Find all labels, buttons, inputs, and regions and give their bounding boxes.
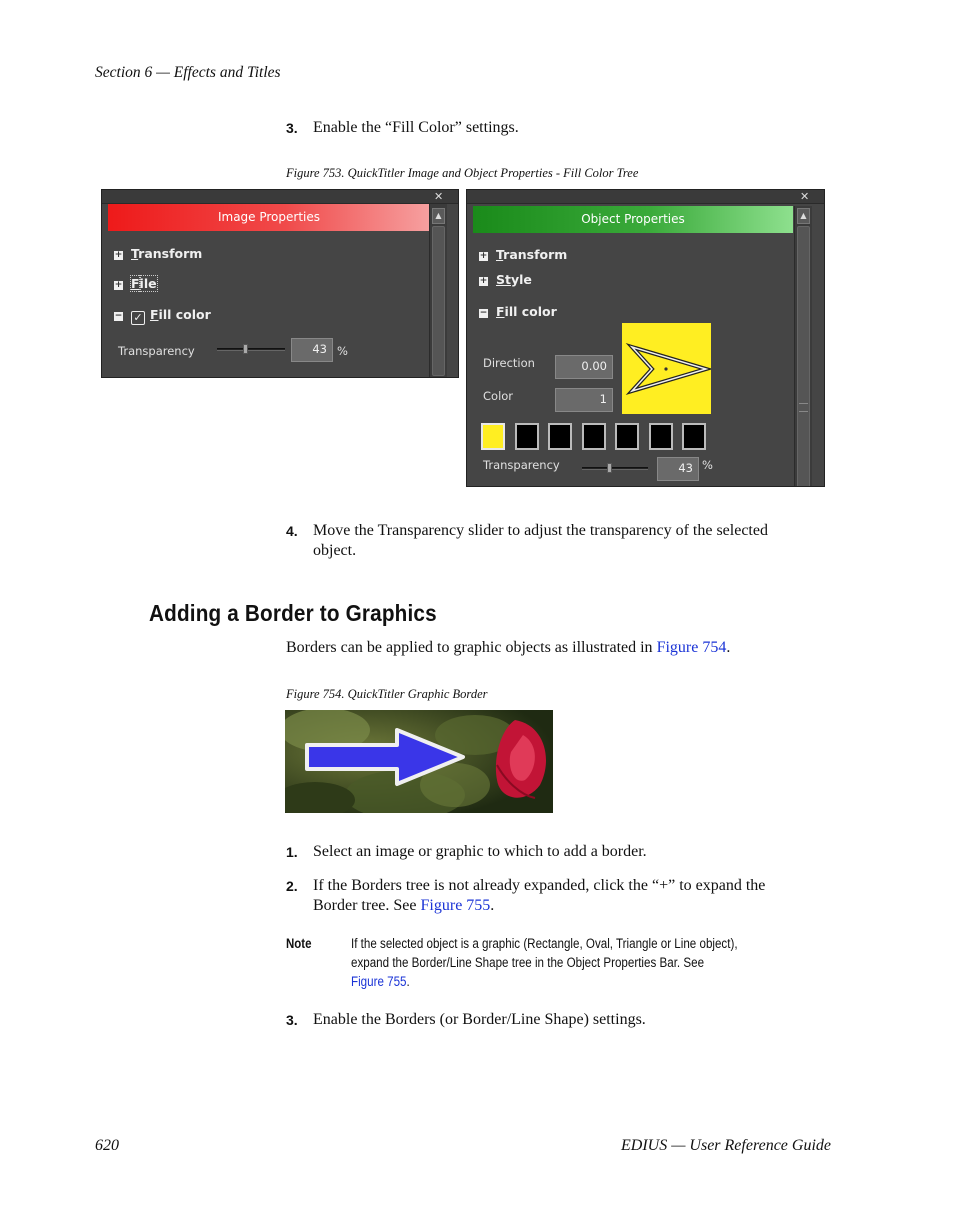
figure-755-link[interactable]: Figure 755 xyxy=(420,897,491,914)
page-number: 620 xyxy=(95,1137,119,1154)
color-swatch-6[interactable] xyxy=(649,423,673,450)
step-3-enable-borders xyxy=(286,1010,846,1030)
transparency-label: Transparency xyxy=(118,344,195,358)
vertical-scrollbar[interactable] xyxy=(429,204,447,378)
figure-753-caption: Figure 753. QuickTitler Image and Object Properties - Fill Color Tree xyxy=(286,166,639,180)
step-number: 3. xyxy=(286,120,298,136)
close-icon[interactable]: ✕ xyxy=(800,190,810,203)
step-text-line-2: object. xyxy=(313,542,357,559)
running-head: Section 6 — Effects and Titles xyxy=(95,64,281,81)
expand-icon[interactable]: + xyxy=(114,280,123,290)
note-text: If the selected object is a graphic (Rectangle, Oval, Triangle or Line object), expand the Border/Line Shape tree in the Object Properties Bar. See Figure 755. xyxy=(351,936,738,989)
note-label: Note xyxy=(286,935,312,951)
step-number: 1. xyxy=(286,844,298,860)
expand-icon[interactable]: + xyxy=(479,276,488,286)
direction-arrow-icon xyxy=(622,323,711,414)
color-swatch-5[interactable] xyxy=(615,423,639,450)
tree-item-fill-color[interactable]: − ✓ Fill color xyxy=(114,307,211,324)
tree-item-style[interactable]: + Style xyxy=(479,272,532,287)
fill-direction-preview[interactable] xyxy=(622,323,711,414)
figure-755-link[interactable]: Figure 755 xyxy=(351,974,407,989)
tree-item-transform[interactable]: + Transform xyxy=(114,246,203,261)
transparency-value-field[interactable]: 43 xyxy=(657,457,699,481)
color-swatch-2[interactable] xyxy=(515,423,539,450)
transparency-value-field[interactable]: 43 xyxy=(291,338,333,362)
checkbox-checked-icon[interactable]: ✓ xyxy=(131,311,145,325)
panel-header: Object Properties xyxy=(473,206,793,233)
step-number: 3. xyxy=(286,1012,298,1028)
tree-item-transform[interactable]: + Transform xyxy=(479,247,568,262)
border-step-2 xyxy=(286,876,846,918)
expand-icon[interactable]: + xyxy=(479,251,488,261)
direction-value-field[interactable]: 0.00 xyxy=(555,355,613,379)
object-properties-panel xyxy=(466,189,825,487)
image-properties-panel xyxy=(101,189,459,378)
tree-item-file[interactable]: + File xyxy=(114,276,157,291)
transparency-slider[interactable] xyxy=(582,467,648,470)
step-3-enable-fill-color xyxy=(286,118,846,138)
step-4-move-slider xyxy=(286,521,846,563)
step-text-line-1: Select an image or graphic to which to add a border. xyxy=(313,843,647,860)
tree-item-fill-color[interactable]: − Fill color xyxy=(479,304,557,319)
color-swatch-7[interactable] xyxy=(682,423,706,450)
transparency-label: Transparency xyxy=(483,458,560,472)
panel-title-strip xyxy=(467,190,824,204)
transparency-slider[interactable] xyxy=(217,348,285,351)
collapse-icon[interactable]: − xyxy=(479,308,488,318)
color-swatch-3[interactable] xyxy=(548,423,572,450)
direction-label: Direction xyxy=(483,356,535,370)
step-text: Enable the Borders (or Border/Line Shape) settings. xyxy=(313,1011,646,1028)
figure-754-link[interactable]: Figure 754 xyxy=(656,639,727,656)
panel-header: Image Properties xyxy=(108,204,430,231)
section-heading: Adding a Border to Graphics xyxy=(149,600,437,626)
step-number: 2. xyxy=(286,878,298,894)
vertical-scrollbar[interactable] xyxy=(794,206,812,487)
color-label: Color xyxy=(483,389,514,403)
expand-icon[interactable]: + xyxy=(114,250,123,260)
scroll-thumb[interactable] xyxy=(432,226,445,376)
scroll-up-arrow-icon[interactable]: ▲ xyxy=(797,208,810,224)
panel-title-strip xyxy=(102,190,458,204)
intro-paragraph: Borders can be applied to graphic objects as illustrated in Figure 754. xyxy=(286,639,731,656)
step-text-line-1: If the Borders tree is not already expanded, click the “+” to expand the xyxy=(313,877,766,894)
color-swatch-4[interactable] xyxy=(582,423,606,450)
footer-title: EDIUS — User Reference Guide xyxy=(620,1137,831,1154)
scroll-up-arrow-icon[interactable]: ▲ xyxy=(432,208,445,224)
step-text-line-1: Move the Transparency slider to adjust the transparency of the selected xyxy=(313,522,768,539)
close-icon[interactable]: ✕ xyxy=(434,190,444,203)
figure-754-caption: Figure 754. QuickTitler Graphic Border xyxy=(286,687,488,701)
transparency-slider-thumb[interactable] xyxy=(243,344,248,354)
color-swatch-1[interactable] xyxy=(481,423,505,450)
percent-label: % xyxy=(702,458,713,472)
scroll-grip-icon xyxy=(799,403,808,412)
transparency-slider-thumb[interactable] xyxy=(607,463,612,473)
step-text: Enable the “Fill Color” settings. xyxy=(313,119,519,136)
graphic-border-image xyxy=(285,710,553,813)
collapse-icon[interactable]: − xyxy=(114,311,123,321)
percent-label: % xyxy=(337,344,348,358)
step-number: 4. xyxy=(286,523,298,539)
step-text-line-2: Border tree. See Figure 755. xyxy=(313,897,495,914)
scroll-thumb[interactable] xyxy=(797,226,810,487)
color-count-field[interactable]: 1 xyxy=(555,388,613,412)
